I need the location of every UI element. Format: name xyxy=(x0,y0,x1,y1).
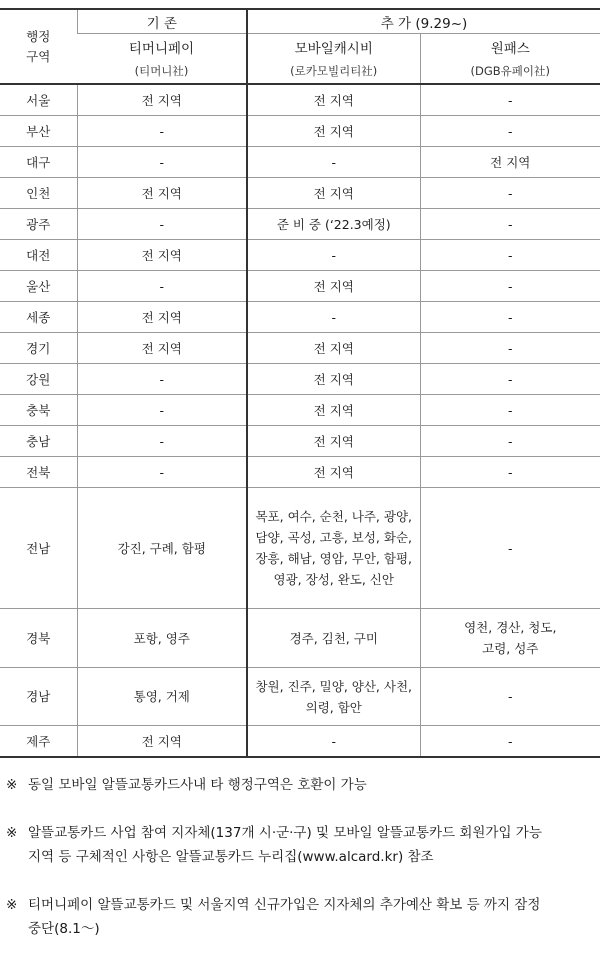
region-cell: 충북 xyxy=(0,395,77,426)
table-row xyxy=(0,364,600,395)
tmoney-cell: 전 지역 xyxy=(77,84,247,116)
onepass-cell: - xyxy=(420,457,600,488)
table-row xyxy=(0,240,600,271)
tmoney-cell: 포항, 영주 xyxy=(77,609,247,668)
region-cell: 전남 xyxy=(0,488,77,609)
table-row xyxy=(0,488,600,609)
region-cell: 경기 xyxy=(0,333,77,364)
table-row xyxy=(0,457,600,488)
region-header-label: 행정 구역 xyxy=(26,28,51,64)
region-service-table xyxy=(0,8,600,758)
onepass-cell: - xyxy=(420,271,600,302)
note2-line2: 지역 등 구체적인 사항은 알뜰교통카드 누리집(www.alcard.kr) 참조 xyxy=(28,849,434,865)
region-cell: 울산 xyxy=(0,271,77,302)
tmoney-cell: - xyxy=(77,209,247,240)
note2-line1: 알뜰교통카드 사업 참여 지자체(137개 시·군·구) 및 모바일 알뜰교통카드 회원가입 가능 xyxy=(28,825,542,841)
note-mark: ※ xyxy=(6,777,18,793)
region-cell: 대구 xyxy=(0,147,77,178)
cashbee-cell: 경주, 김천, 구미 xyxy=(247,609,420,668)
note-suspension xyxy=(6,893,600,941)
note-participation xyxy=(6,821,600,869)
region-cell: 전북 xyxy=(0,457,77,488)
cashbee-cell: 전 지역 xyxy=(247,364,420,395)
region-cell: 광주 xyxy=(0,209,77,240)
service-name-cashbee: 모바일캐시비 xyxy=(247,34,420,60)
table-row xyxy=(0,333,600,364)
cashbee-cell: - xyxy=(247,147,420,178)
table-row xyxy=(0,426,600,457)
tmoney-cell: - xyxy=(77,364,247,395)
cashbee-cell: 전 지역 xyxy=(247,178,420,209)
onepass-cell: - xyxy=(420,116,600,147)
cashbee-cell: - xyxy=(247,240,420,271)
region-cell: 인천 xyxy=(0,178,77,209)
cashbee-cell: 전 지역 xyxy=(247,271,420,302)
note1-text: 동일 모바일 알뜰교통카드사내 타 행정구역은 호환이 가능 xyxy=(28,777,367,793)
onepass-cell: - xyxy=(420,240,600,271)
tmoney-cell: - xyxy=(77,457,247,488)
company-cashbee: (로카모빌리티社) xyxy=(247,59,420,84)
tmoney-cell: 강진, 구례, 함평 xyxy=(77,488,247,609)
cashbee-cell: 전 지역 xyxy=(247,395,420,426)
table-row xyxy=(0,116,600,147)
onepass-cell: - xyxy=(420,302,600,333)
cashbee-cell: 전 지역 xyxy=(247,333,420,364)
region-cell: 부산 xyxy=(0,116,77,147)
onepass-cell: - xyxy=(420,84,600,116)
note-mark: ※ xyxy=(6,897,18,913)
onepass-cell: - xyxy=(420,178,600,209)
cashbee-cell: - xyxy=(247,302,420,333)
onepass-cell: - xyxy=(420,209,600,240)
region-cell: 제주 xyxy=(0,726,77,758)
onepass-cell: - xyxy=(420,333,600,364)
cashbee-cell: - xyxy=(247,726,420,758)
tmoney-cell: 전 지역 xyxy=(77,333,247,364)
onepass-cell: 전 지역 xyxy=(420,147,600,178)
region-cell: 서울 xyxy=(0,84,77,116)
table-row xyxy=(0,147,600,178)
tmoney-cell: - xyxy=(77,147,247,178)
table-row xyxy=(0,726,600,758)
tmoney-cell: - xyxy=(77,271,247,302)
company-tmoney: (티머니社) xyxy=(77,59,247,84)
added-group-header: 추 가 (9.29~) xyxy=(247,9,600,34)
onepass-cell: - xyxy=(420,364,600,395)
region-header xyxy=(0,9,77,84)
note3-line2: 중단(8.1～) xyxy=(28,921,100,937)
region-cell: 경북 xyxy=(0,609,77,668)
onepass-cell: - xyxy=(420,726,600,758)
onepass-cell: - xyxy=(420,395,600,426)
service-name-tmoney: 티머니페이 xyxy=(128,40,195,57)
onepass-cell: - xyxy=(420,426,600,457)
tmoney-cell: 전 지역 xyxy=(77,302,247,333)
region-cell: 충남 xyxy=(0,426,77,457)
region-cell: 강원 xyxy=(0,364,77,395)
table-row xyxy=(0,209,600,240)
note-mark: ※ xyxy=(6,825,18,841)
onepass-cell: 영천, 경산, 청도, 고령, 성주 xyxy=(420,609,600,668)
cashbee-cell: 전 지역 xyxy=(247,426,420,457)
tmoney-cell: - xyxy=(77,395,247,426)
service-name-onepass: 원패스 xyxy=(420,34,600,60)
tmoney-cell: 전 지역 xyxy=(77,178,247,209)
region-cell: 경남 xyxy=(0,668,77,726)
cashbee-cell: 전 지역 xyxy=(247,116,420,147)
region-cell: 세종 xyxy=(0,302,77,333)
table-row xyxy=(0,395,600,426)
cashbee-cell: 준 비 중 (‘22.3예정) xyxy=(247,209,420,240)
tmoney-cell: 통영, 거제 xyxy=(77,668,247,726)
table-row xyxy=(0,302,600,333)
tmoney-cell: 전 지역 xyxy=(77,240,247,271)
company-onepass: (DGB유페이社) xyxy=(420,59,600,84)
cashbee-cell: 전 지역 xyxy=(247,84,420,116)
cashbee-cell: 목포, 여수, 순천, 나주, 광양, 담양, 곡성, 고흥, 보성, 화순, 장흥, 해남, 영암, 무안, 함평, 영광, 장성, 완도, 신안 xyxy=(247,488,420,609)
note-compatibility xyxy=(6,773,600,797)
cashbee-cell: 창원, 진주, 밀양, 양산, 사천, 의령, 함안 xyxy=(247,668,420,726)
table-body xyxy=(0,84,600,757)
cashbee-cell: 전 지역 xyxy=(247,457,420,488)
table-row xyxy=(0,271,600,302)
note3-line1: 티머니페이 알뜰교통카드 및 서울지역 신규가입은 지자체의 추가예산 확보 등 까지 잠정 xyxy=(28,897,541,913)
tmoney-cell: - xyxy=(77,116,247,147)
table-row xyxy=(0,668,600,726)
existing-group-header: 기 존 xyxy=(77,9,247,34)
table-row xyxy=(0,609,600,668)
region-cell: 대전 xyxy=(0,240,77,271)
table-row xyxy=(0,178,600,209)
onepass-cell: - xyxy=(420,488,600,609)
tmoney-cell: 전 지역 xyxy=(77,726,247,758)
tmoney-cell: - xyxy=(77,426,247,457)
onepass-cell: - xyxy=(420,668,600,726)
table-row xyxy=(0,84,600,116)
